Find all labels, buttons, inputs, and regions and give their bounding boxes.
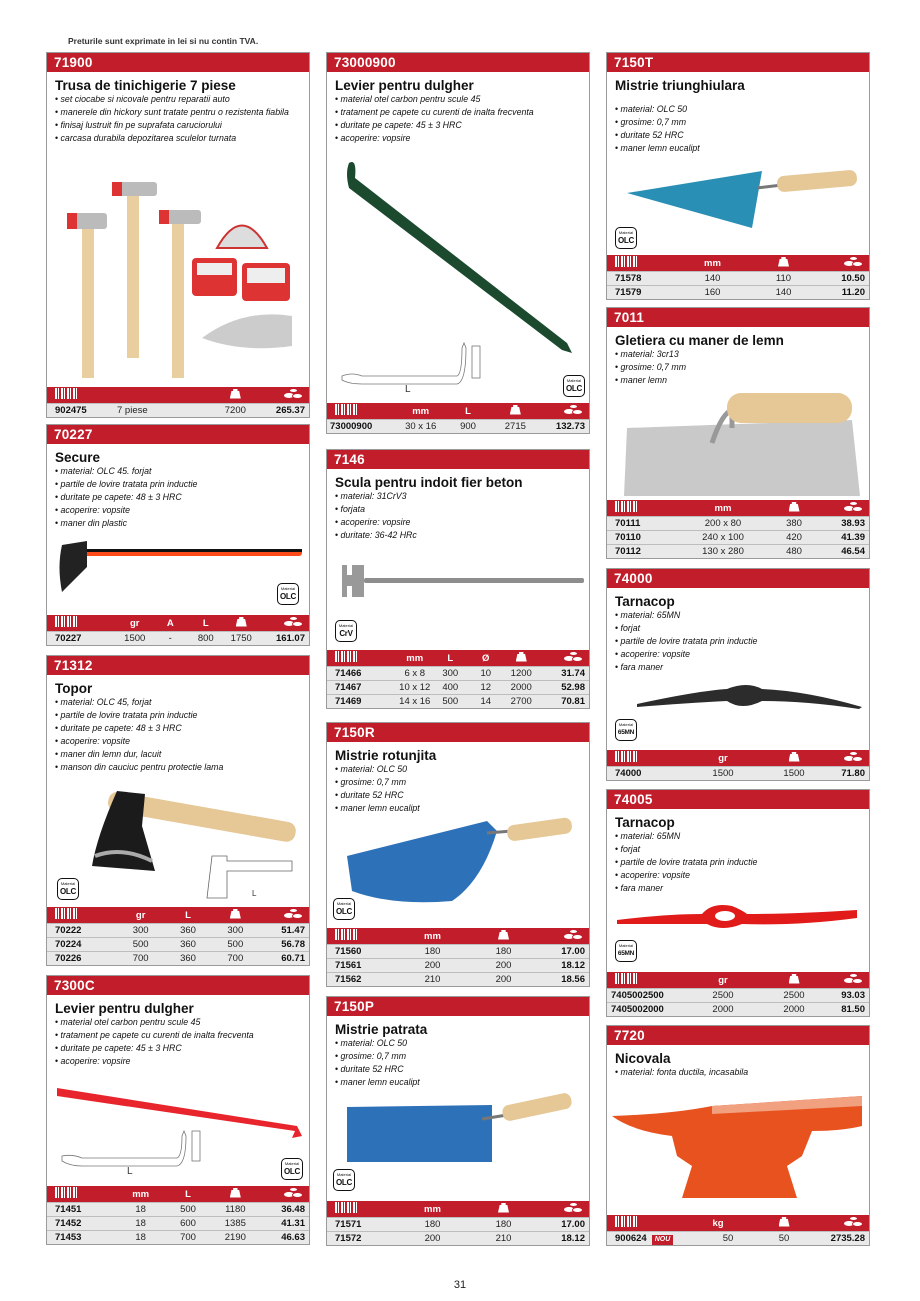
table-header: gr A L: [47, 615, 309, 631]
table-header: mm: [607, 255, 869, 271]
table-row: 71560 180 180 17.00: [327, 944, 589, 958]
barcode-icon: [55, 388, 77, 399]
material-badge: Material OLC: [277, 583, 299, 605]
new-badge: NOU: [652, 1235, 674, 1245]
price-table: [327, 1201, 589, 1245]
weight-icon: [789, 974, 800, 984]
price-table: [327, 650, 589, 708]
feature-item: • acoperire: vopsire: [335, 132, 589, 145]
feature-item: • acoperire: vopsite: [55, 735, 309, 748]
table-header: [47, 387, 309, 403]
product-title: Trusa de tinichigerie 7 piese: [55, 78, 236, 93]
barcode-icon: [615, 1216, 637, 1227]
price-table: [327, 403, 589, 433]
price-table: [607, 972, 869, 1016]
feature-item: • finisaj lustruit fin pe suprafata caruciorului: [55, 119, 309, 132]
weight-icon: [230, 1188, 241, 1198]
feature-list: [327, 490, 589, 542]
feature-item: • partile de lovire tratata prin inductie: [615, 856, 869, 869]
price-table: [47, 1186, 309, 1244]
barcode-icon: [55, 616, 77, 627]
product-code: 7011: [607, 308, 869, 327]
product-code: 74000: [607, 569, 869, 588]
feature-item: • grosime: 0,7 mm: [615, 361, 869, 374]
feature-item: • maner lemn: [615, 374, 869, 387]
feature-list: [327, 1037, 589, 1089]
product-card-73000900: [326, 52, 590, 434]
material-badge: Material 65MN: [615, 719, 637, 741]
barcode-icon: [615, 973, 637, 984]
feature-item: • duritate 52 HRC: [335, 1063, 589, 1076]
table-row: 71578 140 110 10.50: [607, 271, 869, 285]
product-title: Mistrie triunghiulara: [615, 78, 745, 93]
product-code: 71312: [47, 656, 309, 675]
table-row: 902475 7 piese 7200 265.37: [47, 403, 309, 417]
table-row: 71451 18 500 1180 36.48: [47, 1202, 309, 1216]
product-title: Nicovala: [615, 1051, 671, 1066]
feature-item: • partile de lovire tratata prin inductie: [615, 635, 869, 648]
feature-list: [607, 348, 869, 387]
svg-text:L: L: [405, 384, 411, 395]
table-row: 70112 130 x 280 480 46.54: [607, 544, 869, 558]
product-title: Scula pentru indoit fier beton: [335, 475, 523, 490]
table-row: 74000 1500 1500 71.80: [607, 766, 869, 780]
feature-item: • maner din plastic: [55, 517, 309, 530]
material-badge: Material OLC: [615, 227, 637, 249]
table-row: 71561 200 200 18.12: [327, 958, 589, 972]
coins-icon: [843, 751, 865, 762]
square-trowel-image: [342, 1087, 577, 1167]
price-table: [327, 928, 589, 986]
product-code: 7720: [607, 1026, 869, 1045]
weight-icon: [230, 389, 241, 399]
table-row: 71571 180 180 17.00: [327, 1217, 589, 1231]
product-code: 7150P: [327, 997, 589, 1016]
barcode-icon: [335, 1202, 357, 1213]
feature-item: • material: OLC 50: [335, 1037, 589, 1050]
axe-image: [57, 537, 307, 597]
coins-icon: [563, 1202, 585, 1213]
feature-list: [47, 696, 309, 774]
feature-item: • duritate 52 HRC: [615, 129, 869, 142]
product-code: 7150R: [327, 723, 589, 742]
barcode-icon: [55, 1187, 77, 1198]
feature-item: • acoperire: vopsite: [615, 869, 869, 882]
feature-item: • material: 65MN: [615, 830, 869, 843]
feature-item: • fara maner: [615, 661, 869, 674]
feature-item: • material: fonta ductila, incasabila: [615, 1066, 869, 1079]
price-table: [607, 500, 869, 558]
feature-item: • duritate pe capete: 48 ± 3 HRC: [55, 722, 309, 735]
feature-item: • material: 65MN: [615, 609, 869, 622]
product-card-7150P: [326, 996, 590, 1246]
weight-icon: [498, 930, 509, 940]
feature-item: • forjat: [615, 622, 869, 635]
feature-item: • maner din lemn dur, lacuit: [55, 748, 309, 761]
material-badge: Material CrV: [335, 620, 357, 642]
feature-item: • manson din cauciuc pentru protectie lama: [55, 761, 309, 774]
feature-item: • partile de lovire tratata prin inductie: [55, 478, 309, 491]
table-header: mm: [327, 1201, 589, 1217]
feature-item: • material: 31CrV3: [335, 490, 589, 503]
table-header: kg: [607, 1215, 869, 1231]
product-title: Levier pentru dulgher: [55, 1001, 194, 1016]
feature-list: [47, 93, 309, 145]
table-row: 70224 500 360 500 56.78: [47, 937, 309, 951]
feature-item: • duritate 52 HRC: [335, 789, 589, 802]
coins-icon: [283, 908, 305, 919]
product-title: Topor: [55, 681, 93, 696]
feature-list: [607, 609, 869, 674]
coins-icon: [843, 256, 865, 267]
weight-icon: [779, 1217, 790, 1227]
price-table: [47, 615, 309, 645]
table-header: gr: [607, 750, 869, 766]
coins-icon: [563, 651, 585, 662]
material-badge: Material 65MN: [615, 940, 637, 962]
table-row: 7405002000 2000 2000 81.50: [607, 1002, 869, 1016]
product-title: Levier pentru dulgher: [335, 78, 474, 93]
feature-item: • manerele din hickory sunt tratate pentru o rezistenta fiabila: [55, 106, 309, 119]
table-header: mm L Ø: [327, 650, 589, 666]
pickaxe-red-image: [617, 900, 862, 935]
feature-item: • acoperire: vopsire: [335, 516, 589, 529]
product-card-7150R: [326, 722, 590, 987]
product-card-70227: [46, 424, 310, 646]
price-table: [607, 255, 869, 299]
crowbar-image: [52, 1076, 307, 1176]
table-header: mm L: [47, 1186, 309, 1202]
feature-item: • acoperire: vopsite: [55, 504, 309, 517]
product-card-7150T: [606, 52, 870, 300]
price-table: [47, 387, 309, 417]
coins-icon: [283, 616, 305, 627]
product-card-71312: [46, 655, 310, 966]
weight-icon: [789, 752, 800, 762]
feature-item: • set ciocabe si nicovale pentru reparatii auto: [55, 93, 309, 106]
table-header: mm: [327, 928, 589, 944]
product-code: 7300C: [47, 976, 309, 995]
pickaxe-black-image: [637, 679, 862, 719]
price-table: [607, 750, 869, 780]
round-trowel-image: [342, 811, 577, 911]
material-badge: Material OLC: [333, 898, 355, 920]
weight-icon: [498, 1203, 509, 1213]
coins-icon: [563, 929, 585, 940]
price-note: Preturile sunt exprimate in lei si nu contin TVA.: [68, 36, 259, 46]
product-card-7720: [606, 1025, 870, 1246]
table-row: 70226 700 360 700 60.71: [47, 951, 309, 965]
feature-list: [47, 465, 309, 530]
weight-icon: [778, 257, 789, 267]
feature-item: • material otel carbon pentru scule 45: [55, 1016, 309, 1029]
feature-item: • acoperire: vopsire: [55, 1055, 309, 1068]
barcode-icon: [335, 404, 357, 415]
table-header: gr: [607, 972, 869, 988]
coins-icon: [283, 388, 305, 399]
product-title: Mistrie rotunjita: [335, 748, 437, 763]
table-row: 70110 240 x 100 420 41.39: [607, 530, 869, 544]
table-row: 70111 200 x 80 380 38.93: [607, 516, 869, 530]
product-card-7011: [606, 307, 870, 559]
barcode-icon: [615, 256, 637, 267]
hatchet-image: [77, 786, 307, 901]
weight-icon: [236, 617, 247, 627]
product-card-74005: [606, 789, 870, 1017]
feature-item: • partile de lovire tratata prin inductie: [55, 709, 309, 722]
feature-list: [47, 1016, 309, 1068]
table-row: 70222 300 360 300 51.47: [47, 923, 309, 937]
feature-list: [327, 93, 589, 145]
material-badge: Material OLC: [333, 1169, 355, 1191]
table-row: 73000900 30 x 16 900 2715 132.73: [327, 419, 589, 433]
feature-item: • carcasa durabila depozitarea sculelor turnata: [55, 132, 309, 145]
table-row: 7405002500 2500 2500 93.03: [607, 988, 869, 1002]
feature-item: • material otel carbon pentru scule 45: [335, 93, 589, 106]
weight-icon: [516, 652, 527, 662]
product-code: 7146: [327, 450, 589, 469]
feature-item: • grosime: 0,7 mm: [335, 776, 589, 789]
feature-item: • material: OLC 45, forjat: [55, 696, 309, 709]
triangular-trowel-image: [622, 163, 862, 233]
crowbar-image: [337, 158, 587, 398]
feature-item: • grosime: 0,7 mm: [335, 1050, 589, 1063]
feature-item: • grosime: 0,7 mm: [615, 116, 869, 129]
table-header: mm: [607, 500, 869, 516]
product-title: Mistrie patrata: [335, 1022, 428, 1037]
feature-item: • maner lemn eucalipt: [615, 142, 869, 155]
product-card-7146: [326, 449, 590, 709]
coins-icon: [283, 1187, 305, 1198]
svg-text:L: L: [127, 1166, 133, 1176]
feature-item: • duritate pe capete: 48 ± 3 HRC: [55, 491, 309, 504]
product-code: 74005: [607, 790, 869, 809]
feature-item: • maner lemn eucalipt: [335, 802, 589, 815]
product-code: 7150T: [607, 53, 869, 72]
feature-item: • duritate: 36-42 HRc: [335, 529, 589, 542]
product-card-71900: [46, 52, 310, 418]
anvil-image: [612, 1086, 867, 1211]
plastering-trowel-image: [622, 388, 862, 498]
table-row: 71452 18 600 1385 41.31: [47, 1216, 309, 1230]
material-badge: Material OLC: [57, 878, 79, 900]
feature-item: • tratament pe capete cu curenti de inalta frecventa: [55, 1029, 309, 1042]
feature-item: • material: OLC 50: [335, 763, 589, 776]
table-row: 71453 18 700 2190 46.63: [47, 1230, 309, 1244]
barcode-icon: [335, 651, 357, 662]
product-card-74000: [606, 568, 870, 781]
page-number: 31: [453, 1279, 467, 1291]
feature-list: [327, 763, 589, 815]
table-row: 71562 210 200 18.56: [327, 972, 589, 986]
product-code: 71900: [47, 53, 309, 72]
feature-item: • acoperire: vopsite: [615, 648, 869, 661]
feature-item: • forjata: [335, 503, 589, 516]
price-table: [607, 1215, 869, 1245]
weight-icon: [789, 502, 800, 512]
table-row: 70227 1500 - 800 1750 161.07: [47, 631, 309, 645]
weight-icon: [230, 909, 241, 919]
product-title: Gletiera cu maner de lemn: [615, 333, 784, 348]
feature-list: [607, 103, 869, 155]
coins-icon: [843, 973, 865, 984]
table-row: 71579 160 140 11.20: [607, 285, 869, 299]
feature-item: • fara maner: [615, 882, 869, 895]
feature-item: • material: 3cr13: [615, 348, 869, 361]
product-title: Secure: [55, 450, 101, 465]
feature-list: [607, 830, 869, 895]
product-code: 70227: [47, 425, 309, 444]
svg-text:L: L: [252, 889, 257, 898]
barcode-icon: [55, 908, 77, 919]
coins-icon: [843, 501, 865, 512]
feature-list: [607, 1066, 869, 1079]
feature-item: • material: OLC 50: [615, 103, 869, 116]
table-row: 71572 200 210 18.12: [327, 1231, 589, 1245]
price-table: [47, 907, 309, 965]
product-code: 73000900: [327, 53, 589, 72]
barcode-icon: [335, 929, 357, 940]
product-card-7300C: [46, 975, 310, 1245]
table-row: 900624 NOU 50 50 2735.28: [607, 1231, 869, 1245]
feature-item: • forjat: [615, 843, 869, 856]
table-header: gr L: [47, 907, 309, 923]
weight-icon: [510, 405, 521, 415]
feature-item: • duritate pe capete: 45 ± 3 HRC: [55, 1042, 309, 1055]
hammer-dolly-set-image: [62, 168, 302, 378]
product-title: Tarnacop: [615, 594, 675, 609]
product-title: Tarnacop: [615, 815, 675, 830]
feature-item: • maner lemn eucalipt: [335, 1076, 589, 1089]
feature-item: • duritate pe capete: 45 ± 3 HRC: [335, 119, 589, 132]
coins-icon: [843, 1216, 865, 1227]
table-row: 71469 14 x 16 500 14 2700 70.81: [327, 694, 589, 708]
feature-item: • material: OLC 45. forjat: [55, 465, 309, 478]
feature-item: • tratament pe capete cu curenti de inalta frecventa: [335, 106, 589, 119]
coins-icon: [563, 404, 585, 415]
table-header: mm L: [327, 403, 589, 419]
material-badge: Material OLC: [563, 375, 585, 397]
barcode-icon: [615, 751, 637, 762]
table-row: 71467 10 x 12 400 12 2000 52.98: [327, 680, 589, 694]
barcode-icon: [615, 501, 637, 512]
material-badge: Material OLC: [281, 1158, 303, 1180]
table-row: 71466 6 x 8 300 10 1200 31.74: [327, 666, 589, 680]
rebar-bender-image: [337, 562, 587, 602]
